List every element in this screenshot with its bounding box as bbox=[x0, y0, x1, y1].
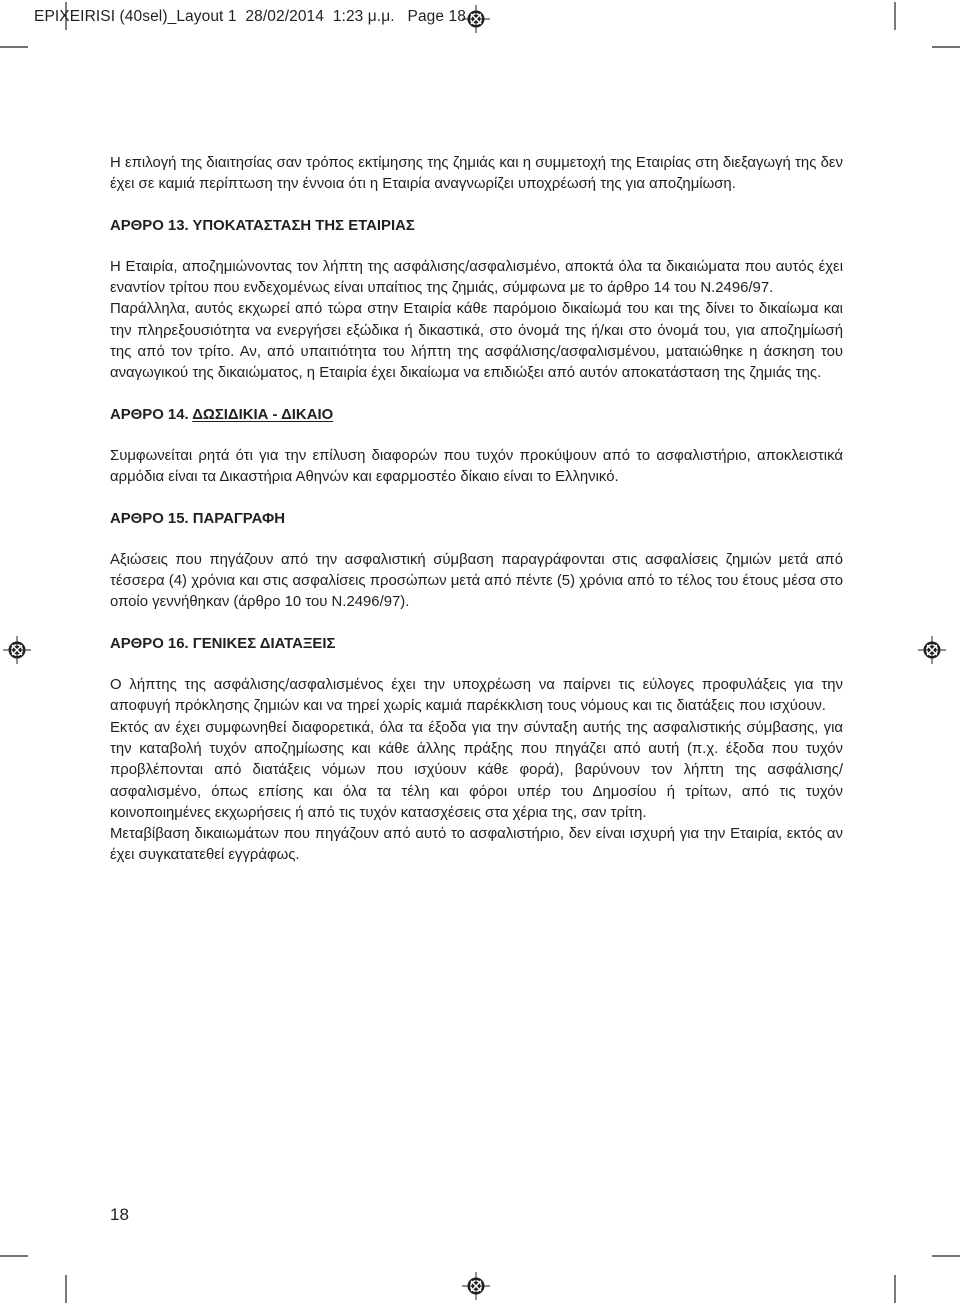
article-14-heading bbox=[110, 405, 843, 426]
slug-file: EPIXEIRISI (40sel)_Layout 1 bbox=[34, 8, 237, 25]
article-16-paragraph-3: Μεταβίβαση δικαιωμάτων που πηγάζουν από αυτό το ασφαλιστήριο, δεν είναι ισχυρή για την Εταιρία, εκτός αν έχει συγκατατεθεί εγγράφως. bbox=[110, 826, 843, 864]
registration-crosshair-icon bbox=[462, 5, 490, 33]
page-number: 18 bbox=[110, 1205, 129, 1224]
article-16-heading: ΑΡΘΡΟ 16. ΓΕΝΙΚΕΣ ΔΙΑΤΑΞΕΙΣ bbox=[110, 635, 336, 652]
article-13-paragraph-1: Η Εταιρία, αποζημιώνοντας τον λήπτη της ασφάλισης/ασφαλισμένο, αποκτά όλα τα δικαιώματα που αυτός έχει εναντίον τρίτου που ενδεχομένως είναι υπαίτιος της ζημιάς, σύμφωνα με το άρθρο 14 του Ν.2496/97. bbox=[110, 258, 843, 297]
registration-crosshair-icon bbox=[3, 636, 31, 664]
slug-page: Page 18 bbox=[407, 8, 466, 25]
article-14-paragraph-1: Συμφωνείται ρητά ότι για την επίλυση διαφορών που τυχόν προκύψουν από το ασφαλιστήριο, αποκλειστικά αρμόδια είναι τα Δικαστήρια Αθηνών και εφαρμοστέο δίκαιο είναι το Ελληνικό. bbox=[110, 447, 843, 486]
slug-date: 28/02/2014 bbox=[245, 8, 324, 25]
article-15-heading: ΑΡΘΡΟ 15. ΠΑΡΑΓΡΑΦΗ bbox=[110, 510, 285, 527]
registration-crosshair-icon bbox=[462, 1272, 490, 1300]
article-14-number: ΑΡΘΡΟ 14. bbox=[110, 406, 193, 423]
article-16-paragraph-1: Ο λήπτης της ασφάλισης/ασφαλισμένος έχει την υποχρέωση να παίρνει τις εύλογες προφυλάξεις για την αποφυγή πρόκλησης ζημιών και να τηρεί χωρίς καμιά παρέκκλιση τους νόμους και τις διατάξεις που ισχύουν. bbox=[110, 677, 843, 715]
slug-time: 1:23 μ.μ. bbox=[332, 8, 395, 25]
article-13-heading: ΑΡΘΡΟ 13. ΥΠΟΚΑΤΑΣΤΑΣΗ ΤΗΣ ΕΤΑΙΡΙΑΣ bbox=[110, 217, 415, 234]
article-15-paragraph-1: Αξιώσεις που πηγάζουν από την ασφαλιστική σύμβαση παραγράφονται στις ασφαλίσεις ζημιών μετά από τέσσερα (4) χρόνια και στις ασφαλίσεις προσώπων μετά από πέντε (5) χρόνια από το τέλος του έτους μέσα στο οποίο γεννήθηκαν (άρθρο 10 του Ν.2496/97). bbox=[110, 551, 843, 611]
article-13-paragraph-2: Παράλληλα, αυτός εκχωρεί από τώρα στην Εταιρία κάθε παρόμοιο δικαίωμά του και της δίνει το δικαίωμα και την πληρεξουσιότητα να ενεργήσει εξώδικα ή δικαστικά, στο όνομά της ή/και στο όνομά του, για αποζημίωσή της από τον τρίτο. Αν, από υπαιτιότητα του λήπτη της ασφάλισης/ασφαλισμένου, ματαιώθηκε η άσκηση του αναγωγικού της δικαιώματος, η Εταιρία έχει δικαίωμα να επιδιώξει από αυτόν αποκατάσταση της ζημιάς της. bbox=[110, 301, 843, 382]
registration-crosshair-icon bbox=[918, 636, 946, 664]
intro-paragraph: Η επιλογή της διαιτησίας σαν τρόπος εκτίμησης της ζημιάς και η συμμετοχή της Εταιρίας στη διεξαγωγή της δεν έχει σε καμιά περίπτωση την έννοια ότι η Εταιρία αναγνωρίζει υποχρέωσή της για αποζημίωση. bbox=[110, 155, 843, 193]
article-14-title: ΔΩΣΙΔΙΚΙΑ - ΔΙΚΑΙΟ bbox=[192, 406, 334, 423]
document-body bbox=[110, 153, 843, 867]
article-16-paragraph-2: Εκτός αν έχει συμφωνηθεί διαφορετικά, όλα τα έξοδα για την σύνταξη αυτής της ασφαλιστικής σύμβασης, για την καταβολή τυχόν αποζημίωσης και κάθε άλλης πράξης που πηγάζει από αυτή (π.χ. έξοδα που τυχόν προβλέπονται από διατάξεις νόμων που ισχύουν κάθε φορά), βαρύνουν τον λήπτη της ασφάλισης/ασφαλισμένο, όπως επίσης και όλα τα τέλη και φόροι υπέρ του Δημοσίου ή τρίτων, από τις τυχόν κοινοποιημένες εκχωρήσεις ή από τις τυχόν κατασχέσεις στα χέρια της, σαν τρίτη. bbox=[110, 719, 843, 821]
